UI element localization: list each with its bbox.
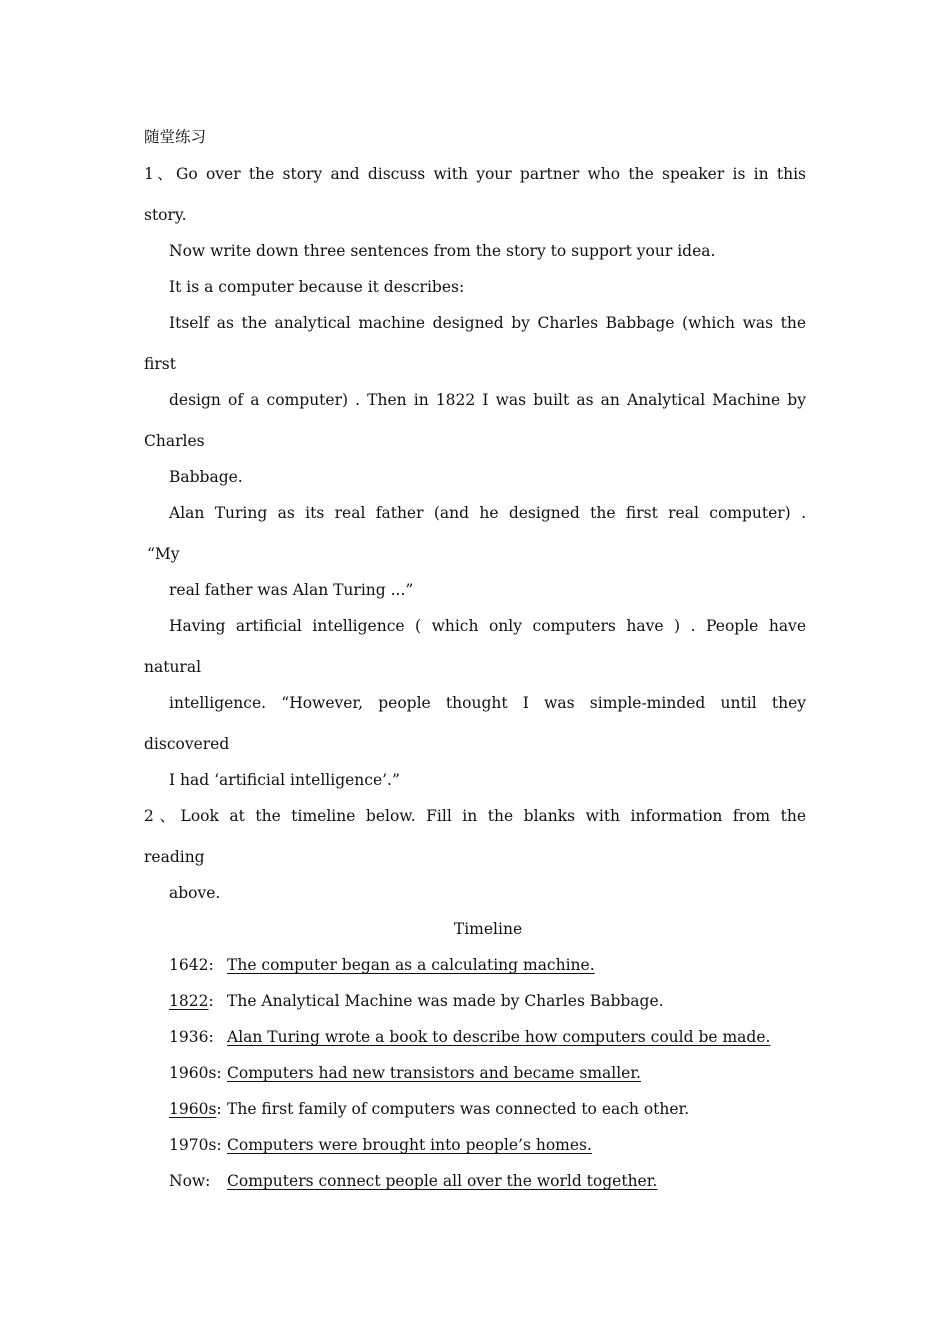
answer-sentence-1-cont: first xyxy=(144,355,176,373)
timeline-row xyxy=(169,955,595,975)
answer-sentence-3-cont: discovered xyxy=(144,735,230,753)
timeline-row xyxy=(169,1063,641,1083)
answer-sentence-1: Itself as the analytical machine designed by Charles Babbage (which was the xyxy=(169,314,806,332)
timeline-year: 1642: xyxy=(169,956,214,974)
answer-sentence-1-cont: Charles xyxy=(144,432,205,450)
timeline-year-blank: 1960s xyxy=(169,1100,217,1118)
answer-sentence-2-cont: “My xyxy=(147,545,180,563)
section-heading: 随堂练习 xyxy=(144,128,207,146)
answer-sentence-2-cont: real father was Alan Turing ...” xyxy=(169,581,414,599)
timeline-year-blank: 1822 xyxy=(169,992,209,1010)
timeline-answer-blank: Computers connect people all over the world together. xyxy=(227,1172,658,1190)
answer-sentence-1-cont: design of a computer) . Then in 1822 I was built as an Analytical Machine by xyxy=(169,391,806,409)
timeline-separator: : xyxy=(216,1100,222,1118)
timeline-answer-blank: The computer began as a calculating machine. xyxy=(227,956,595,974)
timeline-event: The Analytical Machine was made by Charles Babbage. xyxy=(227,992,664,1010)
timeline-answer-blank: Alan Turing wrote a book to describe how computers could be made. xyxy=(227,1028,771,1046)
timeline-row xyxy=(169,991,664,1011)
answer-intro: It is a computer because it describes: xyxy=(169,278,465,296)
answer-sentence-3-cont: natural xyxy=(144,658,202,676)
question-2-text-cont: above. xyxy=(169,884,221,902)
timeline-title: Timeline xyxy=(453,920,523,938)
answer-sentence-3-cont: intelligence. “However, people thought I was simple-minded until they xyxy=(169,694,806,712)
question-2-text: 2、Look at the timeline below. Fill in the blanks with information from the xyxy=(144,807,806,825)
question-1-text: 1、Go over the story and discuss with your partner who the speaker is in this xyxy=(144,165,806,183)
timeline-answer-blank: Computers had new transistors and became smaller. xyxy=(227,1064,641,1082)
timeline-row xyxy=(169,1099,689,1119)
answer-sentence-1-cont: Babbage. xyxy=(169,468,243,486)
question-1-text-cont: story. xyxy=(144,206,187,224)
timeline-separator: : xyxy=(208,992,214,1010)
timeline-answer-blank: Computers were brought into people’s homes. xyxy=(227,1136,592,1154)
question-2-text-cont: reading xyxy=(144,848,205,866)
timeline-year: 1960s: xyxy=(169,1064,222,1082)
timeline-year: 1936: xyxy=(169,1028,214,1046)
instruction-text: Now write down three sentences from the story to support your idea. xyxy=(169,242,716,260)
answer-sentence-2: Alan Turing as its real father (and he designed the first real computer) . xyxy=(169,504,806,522)
timeline-event: The first family of computers was connected to each other. xyxy=(227,1100,690,1118)
timeline-row xyxy=(169,1027,770,1047)
answer-sentence-3: Having artificial intelligence ( which only computers have ) . People have xyxy=(169,617,806,635)
timeline-row xyxy=(169,1171,657,1191)
timeline-year: Now: xyxy=(169,1172,211,1190)
timeline-year: 1970s: xyxy=(169,1136,222,1154)
timeline-row xyxy=(169,1135,592,1155)
answer-sentence-3-cont: I had ‘artificial intelligence’.” xyxy=(169,771,400,789)
